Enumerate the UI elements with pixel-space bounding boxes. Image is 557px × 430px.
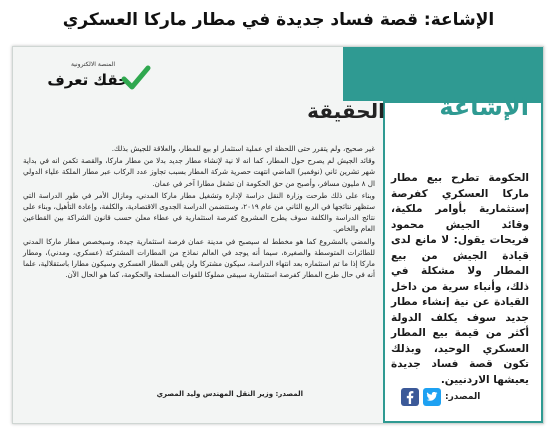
truth-source: المصدر: وزير النقل المهندس وليد المصري	[156, 390, 303, 398]
logo-subtitle: المنصة الالكترونية	[70, 61, 116, 68]
fact-check-card	[12, 46, 544, 424]
truth-text	[23, 143, 375, 281]
truth-paragraph: غير صحيح، ولم يتقرر حتى اللحظة اي عملية استثمار او بيع للمطار، والعلاقة للجيش بذلك.	[111, 144, 375, 153]
check-icon	[121, 65, 151, 91]
logo	[35, 59, 155, 107]
rumor-text: الحكومة تطرح بيع مطار ماركا العسكري كفرصة إستثمارية بأوامر ملكية، وقائد الجيش محمود فريحات يقول: لا مانع لدى قيادة الجيش من بيع المطار ولا مشكلة في ذلك، وأنباء سرية من داخل القيادة عن نية إنشاء مطار جديد سوف يكلف الدولة أكثر من قيمة بيع المطار العسكري الوحيد، وبذلك تكون قصة فساد جديدة يعيشها الاردنيين.	[391, 172, 529, 386]
page-title: الإشاعة: قصة فساد جديدة في مطار ماركا العسكري	[62, 10, 495, 30]
rumor-source	[401, 385, 541, 409]
rumor-header: الإشاعة	[439, 93, 529, 121]
twitter-icon[interactable]	[423, 388, 441, 406]
truth-paragraph: وقائد الجيش لم يصرح حول المطار، كما انه لا نية لإنشاء مطار جديد بدلا من مطار ماركا، والقصة تكمن انه في بداية شهر تشرين ثاني (نوفمبر) الماضي انتهت حصرية شركة المطار بسبب تجاوز عدد الركاب عبر مطار الملكة علياء الدولي ال ٨ مليون مسافر، وأصبح من حق الحكومة ان تشغل مطارا آخر في عمان.	[23, 156, 375, 188]
truth-header: الحقيقة	[307, 99, 385, 123]
facebook-icon[interactable]	[401, 388, 419, 406]
truth-paragraph: وبناء على ذلك طرحت وزارة النقل دراسة لإدارة وتشغيل مطار ماركا المدني، ومازال الأمر في طور الدراسة التي ستظهر نتائجها في الربع الثاني من عام ٢٠١٩، وستتضمن الدراسة الجدوى الاقتصادية، والكلفة، وإعادة التأهيل، وبناء على نتائج الدراسة والكلفة سوف يطرح المشروع كفرصة استثمارية في عطاء معلن حسب قانون الشراكة بين القطاعين العام والخاص.	[23, 190, 375, 234]
source-label: المصدر:	[445, 392, 481, 402]
logo-name: حقك تعرف	[47, 71, 129, 89]
truth-paragraph: والمضي بالمشروع كما هو مخطط له سيصبح في مدينة عمان فرصة استثمارية جيدة، وسيخصص مطار ماركا المدني للطائرات المتوسطة والصغيرة، سيما أنه يوجد في العالم نماذج من المطارات المشتركة (عسكري، ومدني)، ومطار ماركا إذا ما تم استثماره بعد انتهاء الدراسة، سيكون مشتركا ولن يلغى المطار العسكري وسيكون مطارا باستقلالية، علما أنه في حال طرح المطار كفرصة استثمارية سيبقى مملوكا للقوات المسلحة والحكومة، كما هو الحال الآن.	[23, 236, 375, 280]
